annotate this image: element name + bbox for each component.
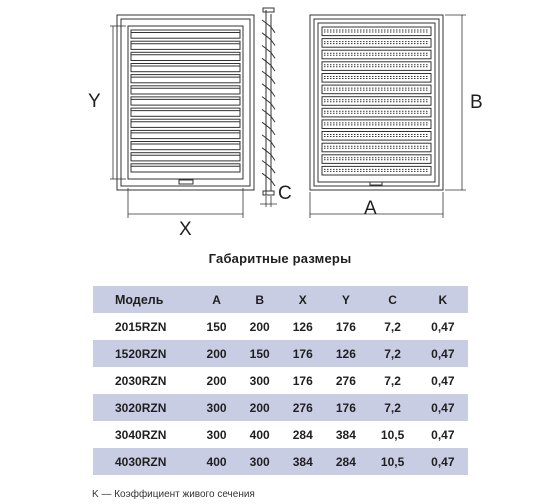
table-title: Габаритные размеры xyxy=(208,251,352,266)
grille-side-view xyxy=(262,8,275,195)
louver-slat xyxy=(131,130,240,138)
cell-b: 300 xyxy=(249,454,270,469)
cell-x: 176 xyxy=(292,346,313,361)
louvers-back xyxy=(131,30,240,172)
louver-profile xyxy=(262,58,275,71)
cell-x: 284 xyxy=(292,427,313,442)
cell-c: 10,5 xyxy=(380,427,405,442)
louver-profile xyxy=(262,97,275,110)
dimensions-table xyxy=(93,286,468,475)
frame-profile-bottom xyxy=(263,191,274,195)
louver-slat xyxy=(322,97,431,106)
louver-slat xyxy=(131,75,240,83)
louver-slat xyxy=(322,132,431,141)
cell-y: 284 xyxy=(335,454,356,469)
cell-y: 176 xyxy=(335,319,356,334)
cell-b: 300 xyxy=(249,373,270,388)
cell-y: 176 xyxy=(335,400,356,415)
header-y: Y xyxy=(341,292,350,307)
louvers-front xyxy=(322,27,431,175)
table-row xyxy=(93,448,468,475)
cell-x: 276 xyxy=(292,400,313,415)
louver-slat xyxy=(322,85,431,94)
cell-c: 10,5 xyxy=(380,454,405,469)
louver-profile xyxy=(262,46,275,59)
louver-profile xyxy=(262,122,275,135)
cell-a: 150 xyxy=(206,319,227,334)
cell-k: 0,47 xyxy=(431,346,455,361)
louver-slat xyxy=(322,166,431,175)
louver-slat xyxy=(322,108,431,117)
cell-b: 200 xyxy=(249,319,270,334)
louver-slat xyxy=(131,164,240,172)
cell-y: 126 xyxy=(335,346,356,361)
dimension-label-c: C xyxy=(278,183,292,204)
louver-profile xyxy=(262,161,275,174)
louver-slat xyxy=(322,74,431,83)
dimension-label-b: B xyxy=(470,92,483,113)
louver-slat xyxy=(131,108,240,116)
header-c: C xyxy=(388,292,397,307)
dimension-label-y: Y xyxy=(88,91,101,112)
louver-slat xyxy=(322,50,431,59)
louver-slat xyxy=(322,155,431,164)
cell-k: 0,47 xyxy=(431,319,455,334)
cell-model: 3020RZN xyxy=(115,400,167,415)
cell-y: 384 xyxy=(335,427,356,442)
table-row xyxy=(93,340,468,367)
cell-b: 400 xyxy=(249,427,270,442)
frame-profile-top xyxy=(263,8,274,12)
louver-slat xyxy=(131,41,240,49)
table-header-row xyxy=(93,286,468,313)
cell-model: 2015RZN xyxy=(115,319,167,334)
header-k: K xyxy=(438,292,448,307)
cell-model: 1520RZN xyxy=(115,346,167,361)
header-model: Модель xyxy=(115,292,164,307)
louver-slat xyxy=(131,64,240,72)
louver-profile xyxy=(262,148,275,161)
cell-b: 150 xyxy=(249,346,270,361)
cell-model: 2030RZN xyxy=(115,373,167,388)
cell-x: 384 xyxy=(292,454,313,469)
header-x: X xyxy=(298,292,307,307)
louver-slat xyxy=(131,142,240,150)
cell-c: 7,2 xyxy=(384,400,401,415)
cell-a: 200 xyxy=(206,346,227,361)
header-a: A xyxy=(212,292,221,307)
louver-slat xyxy=(322,62,431,71)
louver-slat xyxy=(322,27,431,36)
cell-x: 126 xyxy=(292,319,313,334)
dimension-label-x: X xyxy=(179,219,192,240)
cell-k: 0,47 xyxy=(431,454,455,469)
louver-slat xyxy=(322,120,431,129)
cell-c: 7,2 xyxy=(384,319,401,334)
louver-profile xyxy=(262,135,275,148)
dimension-label-a: A xyxy=(364,198,377,219)
cell-b: 200 xyxy=(249,400,270,415)
cell-a: 200 xyxy=(206,373,227,388)
louver-slat xyxy=(131,97,240,105)
cell-a: 300 xyxy=(206,400,227,415)
technical-drawing xyxy=(0,0,560,250)
table-row xyxy=(93,394,468,421)
cell-a: 400 xyxy=(206,454,227,469)
louver-profile xyxy=(262,109,275,122)
louver-profile xyxy=(262,20,275,33)
louver-slat xyxy=(322,39,431,48)
cell-x: 176 xyxy=(292,373,313,388)
header-b: B xyxy=(255,292,264,307)
cell-y: 276 xyxy=(335,373,356,388)
louver-slat xyxy=(131,86,240,94)
grille-front-view xyxy=(310,15,443,190)
cell-model: 3040RZN xyxy=(115,427,167,442)
table-row xyxy=(93,367,468,394)
louver-slat xyxy=(131,30,240,38)
louver-profile xyxy=(262,173,275,186)
louver-slat xyxy=(131,52,240,60)
grille-back-view xyxy=(117,15,254,190)
cell-k: 0,47 xyxy=(431,427,455,442)
table-row xyxy=(93,313,468,340)
cell-a: 300 xyxy=(206,427,227,442)
cell-k: 0,47 xyxy=(431,373,455,388)
louver-slat xyxy=(131,153,240,161)
louver-slat xyxy=(131,119,240,127)
louver-profile xyxy=(262,84,275,97)
cell-c: 7,2 xyxy=(384,373,401,388)
louver-profile xyxy=(262,33,275,46)
cell-k: 0,47 xyxy=(431,400,455,415)
louver-profile xyxy=(262,71,275,84)
cell-c: 7,2 xyxy=(384,346,401,361)
louver-slat xyxy=(322,143,431,152)
cell-model: 4030RZN xyxy=(115,454,167,469)
footnote: K — Коэффициент живого сечения xyxy=(92,489,255,500)
louvers-side xyxy=(262,8,275,195)
table-row xyxy=(93,421,468,448)
